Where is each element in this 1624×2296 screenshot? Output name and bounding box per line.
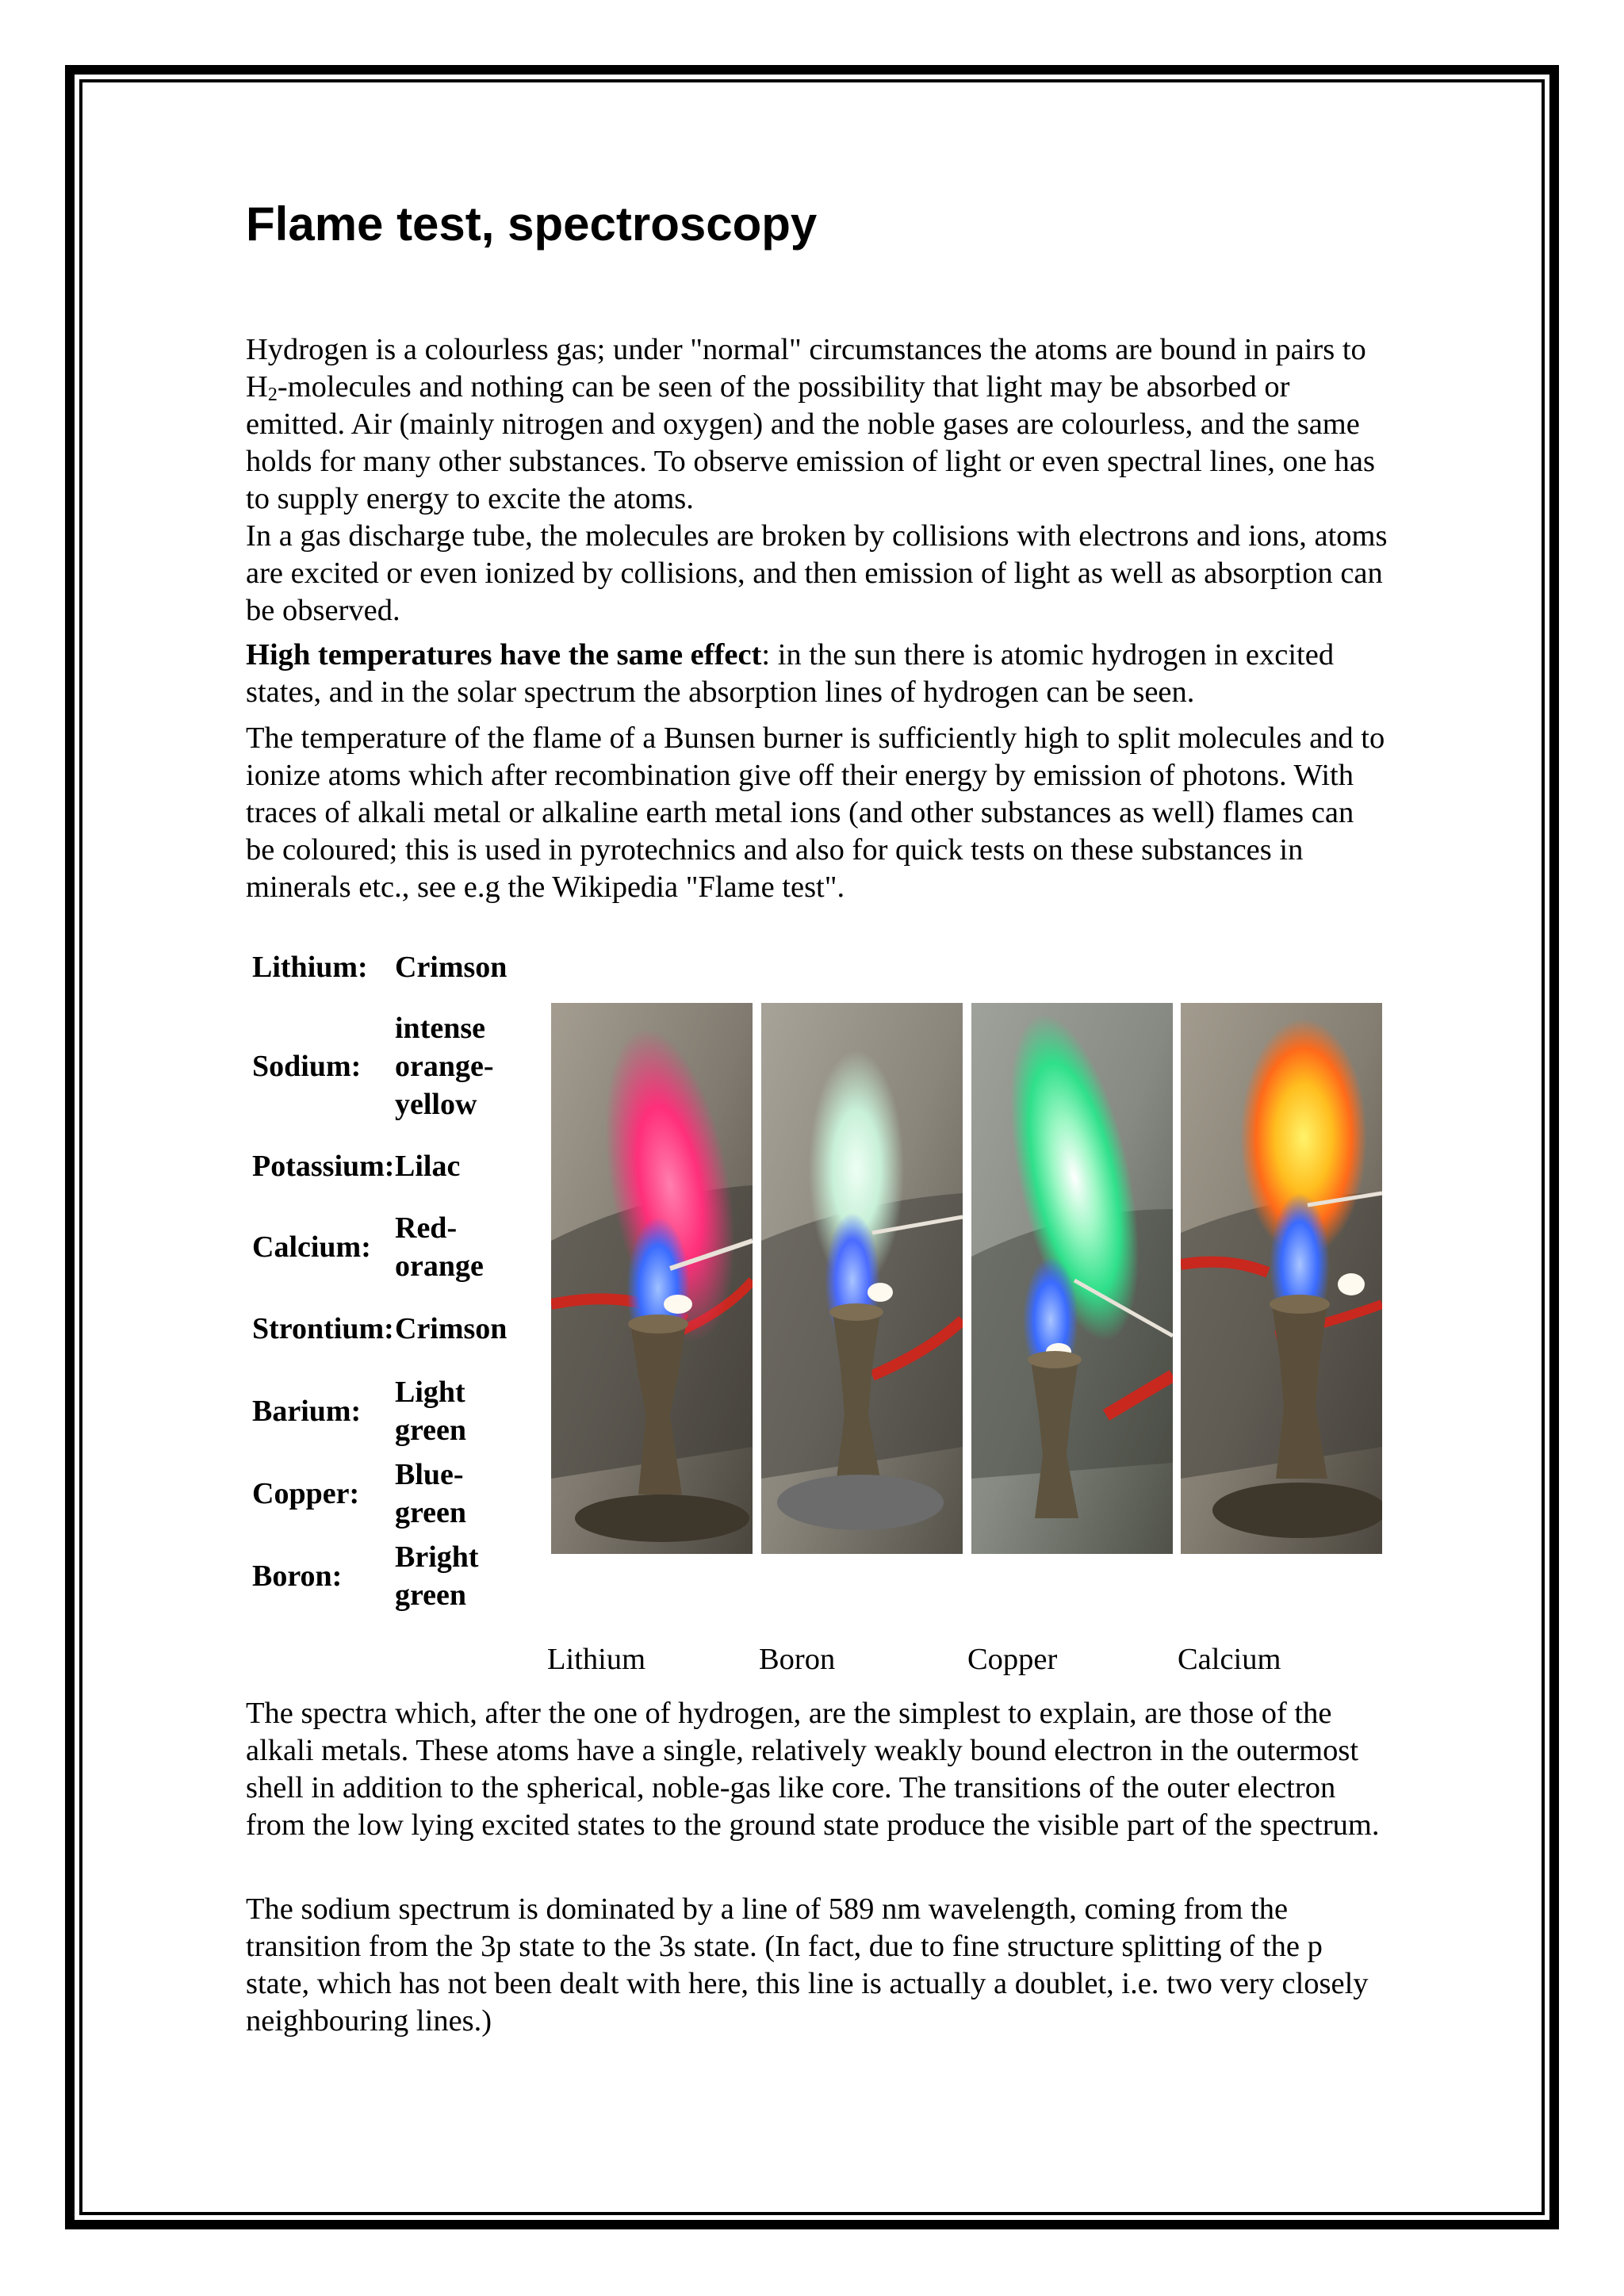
table-row <box>246 1126 531 1207</box>
alkali-text: The spectra which, after the one of hydrogen, are the simplest to explain, are those of the alkali metals. These atoms have a single, relatively weakly bound electron in the outermost shell in addition to the spherical, noble-gas like core. The transitions of the outer electron from the low lying excited states to the ground state produce the visible part of the spectrum. <box>246 1697 1380 1842</box>
table-row <box>246 1288 531 1370</box>
bunsen-paragraph <box>246 720 1388 906</box>
intro-text-1: Hydrogen is a colourless gas; under "normal" circumstances the atoms are bound in pairs to H <box>246 333 1366 404</box>
element-name: Lithium: <box>252 951 368 984</box>
table-row <box>246 1007 531 1126</box>
element-name: Potassium: <box>252 1150 395 1183</box>
flame-color: Bright green <box>395 1540 479 1612</box>
flame-color: Crimson <box>395 951 508 984</box>
flame-photos <box>551 1003 1382 1554</box>
element-name: Barium: <box>252 1395 362 1428</box>
copper-flame-photo <box>971 1003 1173 1554</box>
flame-color: intense orange-yellow <box>395 1012 494 1121</box>
intro-paragraph <box>246 331 1388 629</box>
lithium-flame-photo <box>551 1003 753 1554</box>
flame-color-table <box>246 928 531 1617</box>
element-name: Strontium: <box>252 1312 394 1345</box>
caption-lithium: Lithium <box>547 1643 646 1676</box>
intro-text-2: -molecules and nothing can be seen of the possibility that light may be absorbed or emitted. Air (mainly nitrogen and oxygen) and the noble gases are colourless, and the same holds for many other substances. To observe emission of light or even spectral lines, one has to supply energy to excite the atoms. <box>246 370 1375 515</box>
flame-color: Light green <box>395 1376 467 1447</box>
alkali-paragraph <box>246 1695 1388 1844</box>
subscript-2: 2 <box>267 385 278 405</box>
high-temperature-bold: High temperatures have the same effect <box>246 638 762 672</box>
caption-copper: Copper <box>967 1643 1058 1676</box>
calcium-flame-photo <box>1181 1003 1382 1554</box>
flame-color: Blue-green <box>395 1458 467 1529</box>
page-title: Flame test, spectroscopy <box>246 197 818 251</box>
gas-discharge-paragraph: In a gas discharge tube, the molecules are broken by collisions with electrons and ions, atoms are excited or even ionized by collisions, and then emission of light as well as absorption can be observed. <box>246 519 1388 627</box>
element-name: Boron: <box>252 1559 343 1593</box>
sodium-paragraph <box>246 1891 1388 2040</box>
boron-flame-photo <box>761 1003 963 1554</box>
sodium-text: The sodium spectrum is dominated by a line of 589 nm wavelength, coming from the transition from the 3p state to the 3s state. (In fact, due to fine structure splitting of the p state, which has not been dealt with here, this line is actually a doublet, i.e. two very closely neighbouring lines.) <box>246 1892 1369 2038</box>
element-name: Calcium: <box>252 1230 371 1264</box>
table-row <box>246 1452 531 1535</box>
caption-calcium: Calcium <box>1178 1643 1281 1676</box>
high-temperature-paragraph <box>246 637 1388 711</box>
bunsen-text: The temperature of the flame of a Bunsen burner is sufficiently high to split molecules and to ionize atoms which after recombination give off their energy by emission of photons. With traces of alkali metal or alkaline earth metal ions (and other substances as well) flames can be coloured; this is used in pyrotechnics and also for quick tests on these substances in minerals etc., see e.g the Wikipedia "Flame test". <box>246 721 1385 904</box>
flame-color: Lilac <box>395 1150 461 1183</box>
element-name: Sodium: <box>252 1050 362 1083</box>
table-row <box>246 1207 531 1288</box>
high-temperature-text: : in the sun there is atomic hydrogen in excited states, and in the solar spectrum the absorption lines of hydrogen can be seen. <box>246 638 1335 709</box>
element-name: Copper: <box>252 1477 360 1510</box>
flame-color: Crimson <box>395 1312 508 1345</box>
photo-captions <box>0 1640 1624 1679</box>
table-row <box>246 1535 531 1617</box>
flame-color: Red-orange <box>395 1211 484 1283</box>
table-row <box>246 928 531 1007</box>
caption-boron: Boron <box>759 1643 836 1676</box>
table-row <box>246 1370 531 1452</box>
